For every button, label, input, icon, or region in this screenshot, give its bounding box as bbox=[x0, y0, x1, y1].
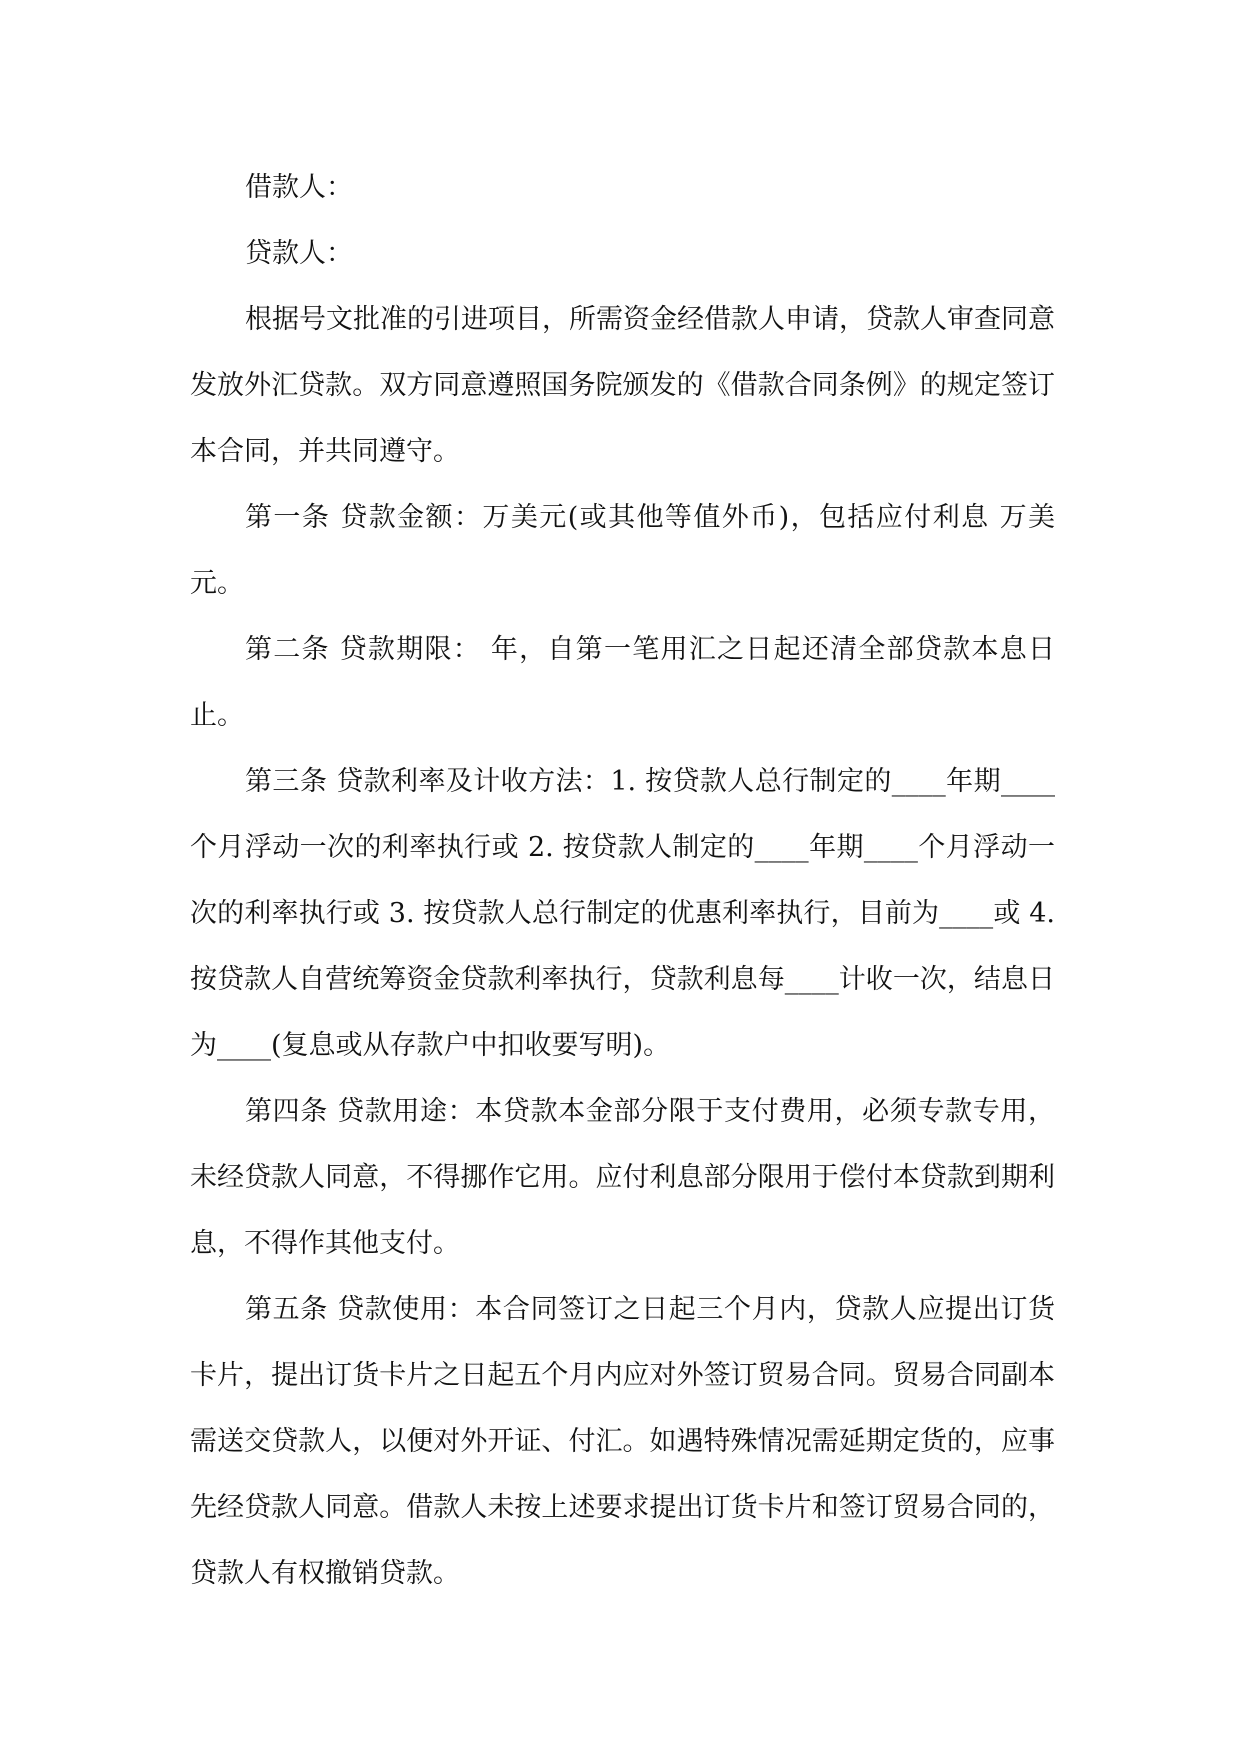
lender-line: 贷款人： bbox=[245, 238, 353, 269]
borrower-line: 借款人： bbox=[245, 172, 353, 203]
article-3-interest-rate: 第三条 贷款利率及计收方法：1. 按贷款人总行制定的____年期____个月浮动一次的利率执行或 2. 按贷款人制定的____年期____个月浮动一次的利率执行或 3. 按贷款人总行制定的优惠利率执行，目前为____或 4. 按贷款人自营统筹资金贷款利率执行，贷款利息每____计收一次，结息日为____(复息或从存款户中扣收要写明)。 bbox=[190, 766, 1055, 1061]
article-2-loan-term: 第二条 贷款期限： 年，自第一笔用汇之日起还清全部贷款本息日止。 bbox=[190, 634, 1055, 731]
document-body bbox=[190, 155, 1055, 1607]
article-4-loan-purpose: 第四条 贷款用途：本贷款本金部分限于支付费用，必须专款专用，未经贷款人同意，不得挪作它用。应付利息部分限用于偿付本贷款到期利息，不得作其他支付。 bbox=[190, 1096, 1055, 1259]
article-5-loan-usage: 第五条 贷款使用：本合同签订之日起三个月内，贷款人应提出订货卡片，提出订货卡片之日起五个月内应对外签订贸易合同。贸易合同副本需送交贷款人，以便对外开证、付汇。如遇特殊情况需延期定货的，应事先经贷款人同意。借款人未按上述要求提出订货卡片和签订贸易合同的，贷款人有权撤销贷款。 bbox=[190, 1294, 1055, 1589]
preamble-paragraph: 根据号文批准的引进项目，所需资金经借款人申请，贷款人审查同意发放外汇贷款。双方同意遵照国务院颁发的《借款合同条例》的规定签订本合同，并共同遵守。 bbox=[190, 304, 1055, 467]
article-1-loan-amount: 第一条 贷款金额：万美元(或其他等值外币)，包括应付利息 万美元。 bbox=[190, 502, 1055, 599]
